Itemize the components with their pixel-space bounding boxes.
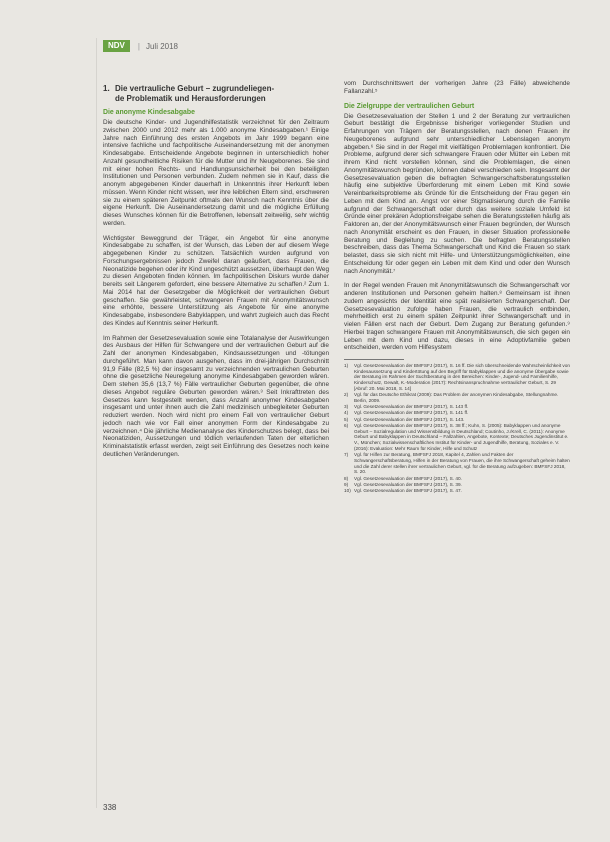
subsection-heading-right: Die Zielgruppe der vertraulichen Geburt — [344, 102, 475, 110]
body-paragraph: Die deutsche Kinder- und Jugendhilfestatistik verzeichnet für den Zeitraum zwischen 2000 und 2012 mehr als 1.000 anonyme Kindesabgaben.¹ Einige Jahre nach Einführung des ersten Angebots im Jahr 1999 begann eine intensive fachliche und fachpolitische Auseinandersetzung mit der anonymen Kindesabgabe. Entscheidende Angebote beginnen in unterschiedlich hoher Anzahl gesundheitliche Risiken für die Mutter und ihr Neugeborenes. Sie sind mit einer hohen Rechts- und Handlungsunsicherheit bei den beteiligten Institutionen und Personen verbunden. Zudem nehmen sie in Kauf, dass die anonym abgegebenen Kinder dauerhaft in Unkenntnis ihrer Herkunft leben müssen. Wenn Kinder nicht wissen, wer ihre leiblichen Eltern sind, erschweren sie zu einem späteren Zeitpunkt oftmals den Wunsch nach Kenntnis über die eigene Herkunft. Die Auseinandersetzung damit und die mögliche Erfüllung dieses Wunsches können für die Betroffenen, lebensalt zeitweilig, sehr wichtig werden. — [103, 119, 329, 227]
footnote — [344, 392, 570, 403]
footnote-number: 5) — [344, 416, 349, 422]
footnote-number: 4) — [344, 410, 349, 416]
footnote — [344, 476, 570, 482]
footnote-text: Vgl. Gesetzesevaluation der BMFSFJ (2017), S. 16 ff. Die sich überschneidende Wahrscheinlichkeit von Kindesaussetzung und Kindertötung auf den Begriff für Babyklappen und die anonyme Übergabe sowie der Beratung im Rahmen der Suchtberatung in den Bereichen: Kinder-, Jugend- und Familienhilfe, Kinderschutz, Gewalt, K.-Moderation (2017): Rechtsinanspruchnahme vertraulicher Geburt, S. 29 [Abruf: 20. Mai 2018, S. 14] — [354, 363, 570, 391]
subsection-heading-left: Die anonyme Kindesabgabe — [103, 109, 195, 117]
footnote-rule — [344, 359, 404, 360]
footnote-number: 8) — [344, 475, 349, 481]
header-separator: | — [137, 41, 140, 51]
footnote-text: Vgl. Gesetzesevaluation der BMFSFJ (2017), S. 40. — [354, 475, 462, 481]
footnote — [344, 410, 570, 416]
footnote-number: 7) — [344, 452, 349, 458]
section-title-line2: de Problematik und Herausforderungen — [115, 93, 266, 103]
footnote — [344, 423, 570, 452]
footnote — [344, 417, 570, 423]
body-paragraph: In der Regel wenden Frauen mit Anonymitätswunsch die Schwangerschaft vor anderen Institutionen und Personen geheim halten.⁸ Gemeinsam ist ihnen zudem angesichts der Identität eine spät realisierten Schwangerschaft. Der Gesetzesevaluation zufolge haben Frauen, die vertraulich entbinden, mehrheitlich erst zu einem späten Zeitpunkt ihrer Schwangerschaft und in vielen Fällen erst nach der Geburt. Dem Zugang zur Beratung gefunden.⁹ Hierbei tragen schwangere Frauen mit Anonymitätswunsch, die sich gegen ein Leben mit dem Kind und dazu, dieses in eine Adoptivfamilie geben entscheiden, werden vom Hilfesystem — [344, 282, 570, 352]
footnote-text: Vgl. Gesetzesevaluation der BMFSFJ (2017), S. 38 ff.; Kuhn, S. (2005): Babyklappen und anonyme Geburt – Sozialregulation und Wissensbildung in Deutschland; Coutinho, J./Krell, C. (2011): Anonyme Geburt und Babyklappen in Deutschland – Fallzahlen, Angebote, Kontexte; Deutsches Jugendinstitut e. V., München; Sozialwissenschaftliches Institut für Kinder- und Jugendhilfe, Beratung, Soziales e. V. (2016): Evaluation: Mehr Raum für Kinder, Hilfe und Schutz — [354, 423, 569, 451]
carryover-text: vom Durchschnittswert der vorherigen Jahre (23 Fälle) abweichende Fallanzahl.⁵ — [344, 80, 570, 95]
footnote-text: Vgl. für Hilfen zur Beratung, BMFSFJ 2018, Kapitel 4, Zahlen und Fakten der Schwangerschaftsberatung, Hilfen in der Beratung von Frauen, die ihre Schwangerschaft geheim halten und die Zahl derer stellen ihrer vertraulichen Geburt, vgl. für die Beratung aufzugeben: BMFSFJ 2018, S. 20. — [354, 452, 570, 475]
footnote-text: Vgl. Gesetzesevaluation der BMFSFJ (2017), S. 47. — [354, 488, 462, 494]
running-header — [103, 40, 178, 52]
body-paragraph: Die Gesetzesevaluation der Stellen 1 und 2 der Beratung zur vertraulichen Geburt bestätigt die Ergebnisse bisheriger vorliegender Studien und Erfahrungen von Trägern der Beratungsstellen, nach denen Frauen ihr Neugeborenes aufgrund sehr unterschiedlicher Lebenslagen anonym abgeben.⁶ Sie sind in der Regel mit vielfältigen Problemlagen konfrontiert. Die Probleme, aufgrund derer sich schwangere Frauen oder Mütter ein Leben mit ihrem Kind nicht vorstellen können, sind die Problemlagen, die einen Anonymitätswunsch begründen, können dabei verschieden sein. Insgesamt der Gesetzesevaluation geben die befragten Schwangerschaftsberatungsstellen häufig eine subjektive Überforderung mit einem Leben mit Kind sowie Vereinbarkeitsprobleme als Gründe für die Entscheidung der Frau gegen ein Leben mit dem Kind an. Angst vor einer Stigmatisierung durch die Familie aufgrund der Schwangerschaft oder durch das weitere soziale Umfeld ist Gründe einer prekären Adoptionsfreigabe sehen die Beratungsstellen häufig als Faktoren an, der der Anonymitätswunsch einer Frauen begründen, der Wunsch nach Anonymität erscheint es den Frauen, in dieser Situation professionelle Beratung und Begleitung zu suchen. Die befragten Beratungsstellen beschreiben, dass das Thema Schwangerschaft und Kind die Frauen so stark belastet, dass sie sich nicht mit Hilfe- und Unterstützungsmöglichkeiten, eine Entscheidung für oder gegen ein Leben mit dem Kind und oder den Wunsch nach Anonymität.⁷ — [344, 112, 570, 275]
footnote-text: Vgl. für das Deutsche Ethikrat (2009): Das Problem der anonymen Kindesabgabe, Stellungnahme. Berlin, 2009. — [354, 392, 559, 403]
footnote-text: Vgl. Gesetzesevaluation der BMFSFJ (2017), S. 143. — [354, 416, 465, 422]
footnote-number: 10) — [344, 488, 351, 494]
footnote — [344, 363, 570, 392]
footnote — [344, 452, 570, 475]
right-column — [344, 80, 570, 494]
footnote — [344, 404, 570, 410]
journal-badge: NDV — [103, 40, 130, 52]
left-column — [103, 84, 329, 466]
issue-date: Juli 2018 — [145, 41, 178, 51]
footnote-text: Vgl. Gesetzesevaluation der BMFSFJ (2017), S. 143 ff. — [354, 404, 469, 410]
body-paragraph: Im Rahmen der Gesetzesevaluation sowie eine Totalanalyse der Auswirkungen des Ausbaus der Hilfen für Schwangere und der vertraulichen Geburt auf die Zahl der anonymen Kindesabgaben, Kindsaussetzungen und -tötungen durchgeführt. Man kann davon ausgehen, dass im drei-jährigen Durchschnitt 91,9 Fälle (82,5 %) der insgesamt zu verzeichnenden vertraulichen Geburten ohne die gesetzliche Neuregelung anonyme Kindesabgaben geworden wären. Dem stehen 35,6 (13,7 %) Fälle vertraulicher Geburten gegenüber, die ohne dieses Angebot reguläre Geburten geworden wären.³ Seit Inkrafttreten des Gesetzes kann festgestellt werden, dass Anzahl anonymer Kindesabgaben insgesamt und unter ihnen auch die Zahl medizinisch unbegleiteter Geburten reduziert werden. Noch wird nicht pro einem Fall von vertraulicher Geburt jedoch nach wie vor Fall einer anonymen Form der Kindesabgabe zu verzeichnen.⁴ Die jährliche Medienanalyse des Kinderschutzes belegt, dass bei Neonatiziden, Aussetzungen und tödlich verlaufenden Taten der elterlichen Kriminalstatistik erfasst werden, zeigt seit Einführung des Gesetzes noch keine deutlichen Veränderungen. — [103, 334, 329, 458]
footnote-number: 6) — [344, 423, 349, 428]
footnote-number: 3) — [344, 404, 349, 410]
footnote — [344, 488, 570, 494]
footnote — [344, 482, 570, 488]
page-number: 338 — [103, 803, 117, 812]
gutter-edge — [96, 38, 97, 808]
body-paragraph: Wichtigster Beweggrund der Träger, ein Angebot für eine anonyme Kindesabgabe zu schaffen, ist der Wunsch, das Leben der auf diesem Wege abgegebenen Kinder zu schützen. Tatsächlich wurden aufgrund von Forschungsergebnissen jedoch Zweifel daran geäußert, dass Frauen, die Neonatizide begehen oder ihr Kind ungeschützt aussetzen, überhaupt den Weg zu diesen Angeboten finden können. Im fachpolitischen Diskurs wurde daher bereits seit Längerem gefordert, eine bessere Alternative zu schaffen.² Zum 1. Mai 2014 hat der Gesetzgeber die Möglichkeit der vertraulichen Geburt geschaffen. Sie gewährleistet, schwangeren Frauen mit Anonymitätswunsch eine erhöhte, bessere Unterstützung als Angebote für eine anonyme Kindesabgabe, insbesondere Babyklappen, und wahrt zugleich auch das Recht des Kindes auf Kenntnis seiner Herkunft. — [103, 234, 329, 327]
footnote-text: Vgl. Gesetzesevaluation der BMFSFJ (2017), S. 39. — [354, 481, 462, 487]
section-number: 1. — [103, 84, 110, 93]
section-title-line1: Die vertrauliche Geburt – zugrundeliegen- — [115, 84, 275, 93]
footnote-number: 9) — [344, 481, 349, 487]
section-heading — [103, 84, 329, 103]
footnotes — [344, 363, 570, 494]
footnote-number: 2) — [344, 392, 349, 398]
footnote-text: Vgl. Gesetzesevaluation der BMFSFJ (2017), S. 141 ff. — [354, 410, 469, 416]
footnote-number: 1) — [344, 363, 349, 368]
